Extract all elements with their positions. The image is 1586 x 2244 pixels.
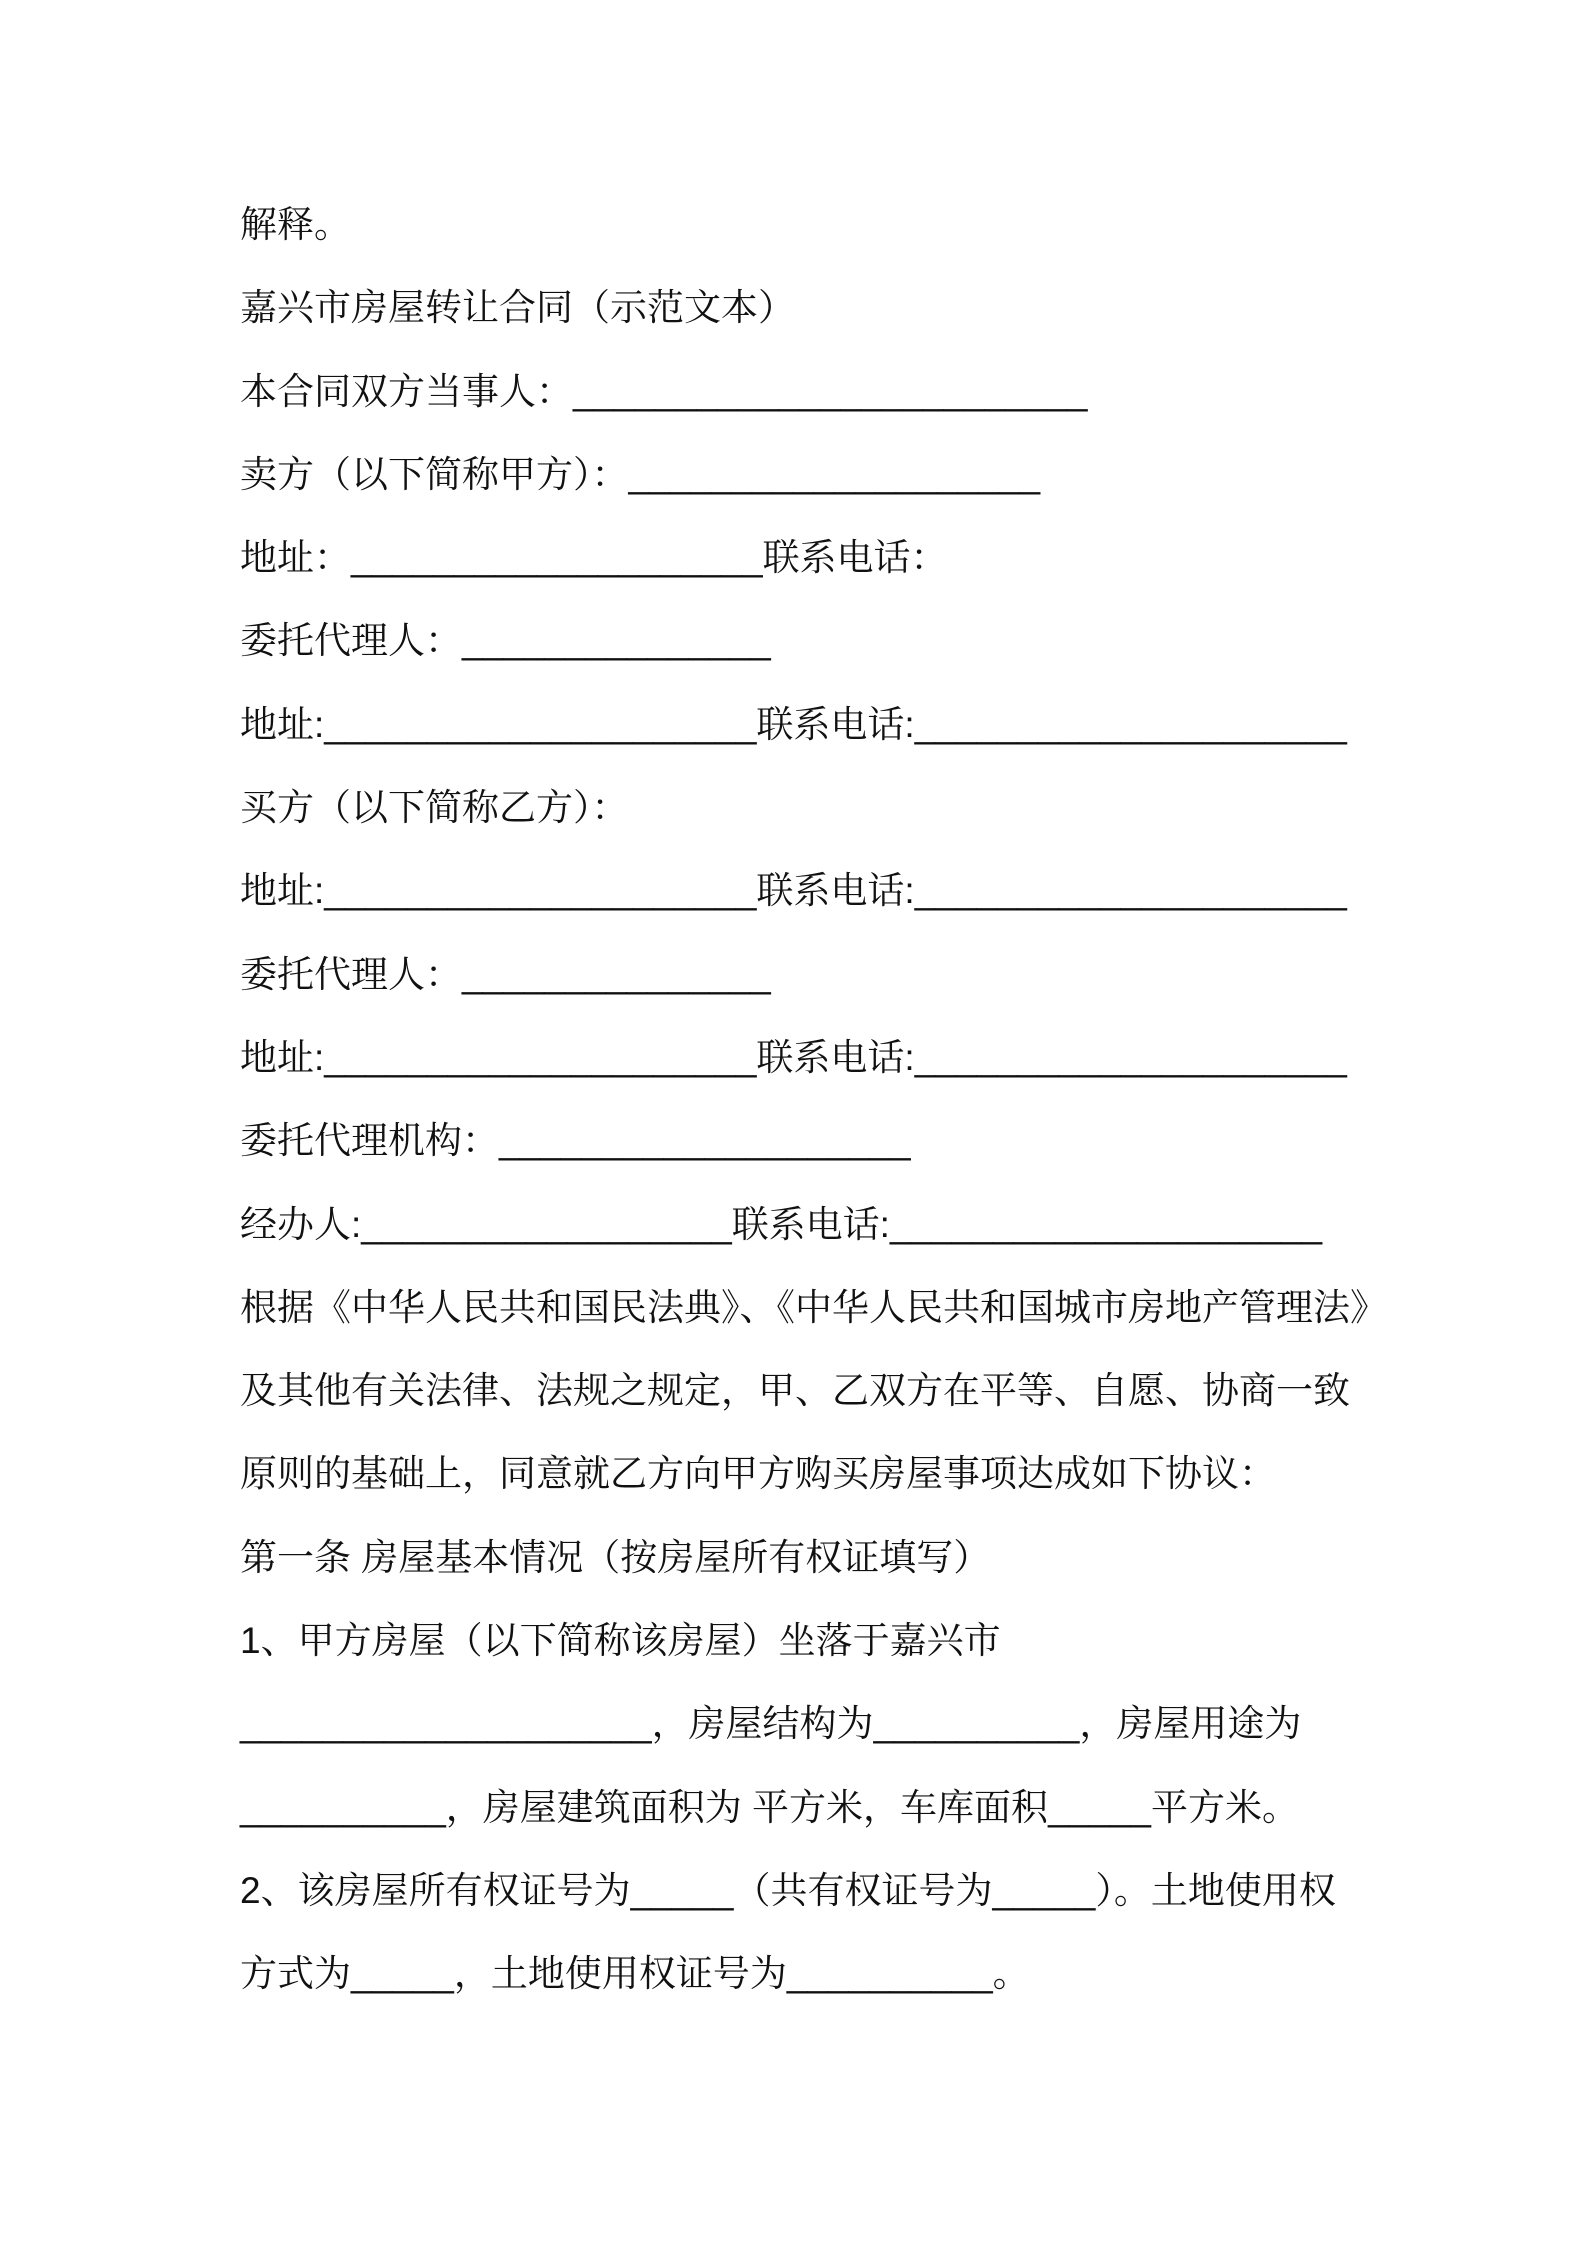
seller-agent-label: 委托代理人： xyxy=(240,620,462,662)
buyer-agent-phone-blank: _____________________ xyxy=(914,1036,1347,1078)
agency-blank: ____________________ xyxy=(499,1120,911,1162)
buyer-phone-blank: _____________________ xyxy=(914,870,1347,912)
seller-address-label: 地址： xyxy=(240,537,351,579)
co-cert-label: （共有权证号为 xyxy=(733,1869,993,1911)
seller-blank: ____________________ xyxy=(628,453,1041,495)
buyer-label: 买方（以下简称乙方）： xyxy=(240,787,629,829)
garage-blank: _____ xyxy=(1048,1786,1151,1828)
buyer-phone-label: 联系电话: xyxy=(756,870,915,912)
land-cert-blank: __________ xyxy=(786,1953,993,1995)
item1-structure-line xyxy=(240,1682,1440,1765)
seller-agent-phone-blank: _____________________ xyxy=(914,703,1347,745)
parties-line xyxy=(240,350,1440,433)
seller-address-blank: ____________________ xyxy=(351,537,763,579)
seller-contact-line xyxy=(240,516,1440,599)
use-label: ，房屋用途为 xyxy=(1079,1703,1302,1745)
preamble-text: 及其他有关法律、法规之规定，甲、乙双方在平等、自愿、协商一致 xyxy=(240,1370,1350,1412)
location-blank: ____________________ xyxy=(240,1703,652,1745)
seller-agent-contact-line xyxy=(240,683,1440,766)
land-cert-label: ，土地使用权证号为 xyxy=(453,1953,787,1995)
item2-cert-line xyxy=(240,1849,1440,1932)
item2-lead: 2、该房屋所有权证号为 xyxy=(240,1869,631,1911)
seller-agent-address-label: 地址: xyxy=(240,703,325,745)
buyer-agent-address-blank: _____________________ xyxy=(324,1036,757,1078)
seller-agent-phone-label: 联系电话: xyxy=(756,703,915,745)
seller-phone-label: 联系电话： xyxy=(762,537,948,579)
use-blank: __________ xyxy=(240,1786,446,1828)
preamble-text: 原则的基础上，同意就乙方向甲方购买房屋事项达成如下协议： xyxy=(240,1453,1276,1495)
land-use-label: ）。土地使用权 xyxy=(1095,1869,1336,1911)
buyer-agent-phone-label: 联系电话: xyxy=(756,1036,915,1078)
parties-label: 本合同双方当事人： xyxy=(240,370,573,412)
contract-title xyxy=(240,266,1440,349)
buyer-agent-label: 委托代理人： xyxy=(240,953,462,995)
land-method-label: 方式为 xyxy=(240,1953,351,1995)
parties-blank: _________________________ xyxy=(573,370,1088,412)
area-label: ，房屋建筑面积为 平方米，车库面积 xyxy=(445,1786,1049,1828)
buyer-agent-line xyxy=(240,933,1440,1016)
article1-heading-text: 第一条 房屋基本情况（按房屋所有权证填写） xyxy=(240,1536,991,1578)
structure-blank: __________ xyxy=(873,1703,1080,1745)
contract-text xyxy=(240,183,1440,2016)
preamble-line xyxy=(240,1349,1440,1432)
preamble-line xyxy=(240,1266,1440,1349)
agency-phone-label: 联系电话: xyxy=(731,1203,890,1245)
seller-label: 卖方（以下简称甲方）： xyxy=(240,453,629,495)
seller-agent-blank: _______________ xyxy=(462,620,771,662)
preamble-line xyxy=(240,1432,1440,1515)
buyer-agent-contact-line xyxy=(240,1016,1440,1099)
buyer-address-label: 地址: xyxy=(240,870,325,912)
contract-title-text: 嘉兴市房屋转让合同（示范文本） xyxy=(240,287,795,329)
co-cert-blank: _____ xyxy=(992,1869,1096,1911)
handler-label: 经办人: xyxy=(240,1203,362,1245)
agency-label: 委托代理机构： xyxy=(240,1120,499,1162)
agency-line xyxy=(240,1099,1440,1182)
item2-end: 。 xyxy=(992,1953,1030,1995)
agency-contact-line xyxy=(240,1183,1440,1266)
cert-blank: _____ xyxy=(630,1869,734,1911)
land-method-blank: _____ xyxy=(351,1953,454,1995)
handler-blank: __________________ xyxy=(361,1203,732,1245)
item1-area-line xyxy=(240,1766,1440,1849)
structure-label: ，房屋结构为 xyxy=(651,1703,874,1745)
garage-unit: 平方米。 xyxy=(1150,1786,1299,1828)
buyer-contact-line xyxy=(240,849,1440,932)
buyer-line xyxy=(240,766,1440,849)
agency-phone-blank: _____________________ xyxy=(889,1203,1323,1245)
continuation-line xyxy=(240,183,1440,266)
buyer-agent-address-label: 地址: xyxy=(240,1036,325,1078)
preamble-text: 根据《中华人民共和国民法典》、《中华人民共和国城市房地产管理法》 xyxy=(240,1286,1387,1328)
seller-line xyxy=(240,433,1440,516)
item1-lead: 1、甲方房屋（以下简称该房屋）坐落于嘉兴市 xyxy=(240,1620,1001,1662)
article1-heading xyxy=(240,1516,1440,1599)
continuation-text: 解释。 xyxy=(240,204,351,245)
buyer-agent-blank: _______________ xyxy=(462,953,771,995)
seller-agent-address-blank: _____________________ xyxy=(324,703,757,745)
seller-agent-line xyxy=(240,599,1440,682)
item2-land-line xyxy=(240,1932,1440,2015)
item1-lead-line xyxy=(240,1599,1440,1682)
buyer-address-blank: _____________________ xyxy=(324,870,757,912)
